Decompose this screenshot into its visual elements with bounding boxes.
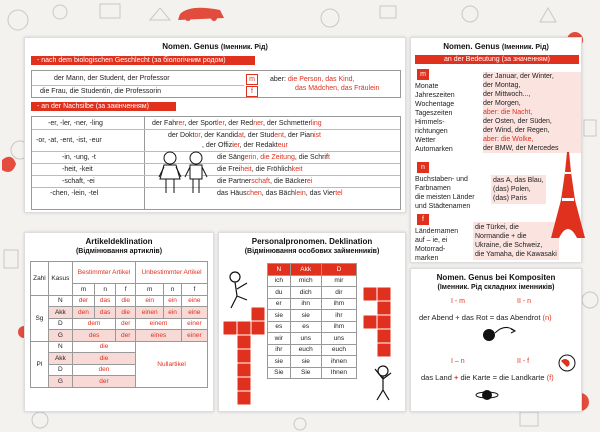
bio-words-f: die Frau, die Studentin, die Professorin (40, 88, 162, 95)
pron: uns (290, 333, 321, 345)
pron: ihr (268, 344, 291, 356)
case: N (48, 295, 72, 307)
equals-sign: = (489, 313, 495, 322)
f-examples (473, 222, 559, 260)
suffix-examples (152, 117, 322, 130)
pron: du (268, 287, 291, 299)
eiffel-tower-icon (548, 152, 588, 238)
pron: sie (268, 356, 291, 368)
artikel-title-text: Artikeldeklination (85, 237, 153, 246)
globe-icon (557, 353, 577, 373)
ex-r: ist (313, 132, 321, 139)
m-label: Jahreszeiten (415, 92, 455, 99)
h-bestimmter: Bestimmter Artikel (72, 262, 135, 284)
kompositen-title-ua: (Іменник. Рід складних іменників) (437, 284, 555, 291)
kompositen-panel (410, 268, 582, 412)
nullartikel: Nullartikel (136, 341, 208, 387)
art: eine (181, 307, 207, 319)
case: N (48, 341, 72, 353)
ex-w: der Dokt (168, 132, 195, 139)
bio-words-m: der Mann, der Student, der Professor (54, 75, 170, 82)
ex-w: , das Vier (305, 190, 336, 197)
ex-r: tel (335, 190, 343, 197)
ex-w: , das Bäch (261, 190, 295, 197)
ex-r: at (238, 132, 244, 139)
artikel-table (30, 261, 208, 388)
art: das (94, 307, 115, 319)
ex-r: er (178, 120, 185, 127)
boy-girl-illustration (154, 151, 214, 197)
suffix-label: -or, -at, -ent, -ist, -eur (36, 137, 102, 144)
art: einen (136, 307, 164, 319)
suffix-row (32, 164, 400, 176)
art-pl: die (72, 341, 135, 353)
art: ein (164, 307, 181, 319)
personal-title-ua: (Відмінювання особових займенників) (244, 248, 380, 255)
aber-line2: das Mädchen, das Fräulein (295, 85, 380, 92)
ex-r: eur (277, 142, 288, 149)
genus-title-text: Nomen. Genus (162, 42, 219, 51)
pron: mir (321, 275, 356, 287)
pron-header: D (321, 264, 356, 276)
bio-row (32, 73, 242, 84)
suffix-row (32, 176, 400, 188)
ex-w: die Frei (217, 166, 241, 173)
m-example: der Montag, (483, 82, 521, 89)
plus-sign: + (453, 373, 459, 382)
m-label: Monate (415, 83, 439, 90)
ex-r: ung (283, 154, 295, 161)
ex-r: ner (253, 120, 263, 127)
personal-title (219, 237, 405, 257)
eq-result: die Landkarte (499, 373, 545, 382)
m-label: Wetter (415, 137, 436, 144)
art: einer (181, 330, 207, 342)
case: D (48, 364, 72, 376)
bio-row (32, 86, 242, 97)
art: der (116, 330, 136, 342)
suffix-label: -heit, -keit (62, 166, 93, 173)
equation-2 (421, 373, 554, 382)
personal-panel (218, 232, 406, 412)
pron: mich (290, 275, 321, 287)
suffix-label: -in, -ung, -t (62, 154, 96, 161)
ex-w: , die Bäcker (269, 178, 307, 185)
pron: ihn (290, 298, 321, 310)
pron: wir (268, 333, 291, 345)
suffix-examples-2 (202, 140, 288, 151)
suffix-row (32, 117, 400, 130)
m-label: Tageszeiten (415, 110, 453, 117)
art: des (72, 330, 115, 342)
art: die (116, 307, 136, 319)
h-zahl: Zahl (31, 262, 49, 296)
ex-w: die Partner (217, 178, 252, 185)
ex-w: , der Kandid (200, 132, 239, 139)
sg-label: Sg (31, 295, 49, 341)
pron: er (268, 298, 291, 310)
ex-w: , die Schrif (294, 154, 328, 161)
art: den (72, 307, 94, 319)
pron: sie (268, 310, 291, 322)
genus-title-ua: (Іменник. Рід) (220, 44, 268, 51)
art: der (72, 295, 94, 307)
bio-bar: - nach dem biologischen Geschlecht (за біологічним родом) (31, 56, 255, 65)
gender: n (164, 284, 181, 296)
h-kasus: Kasus (48, 262, 72, 296)
case: Akk (48, 307, 72, 319)
n-example: das A, das Blau, (493, 177, 544, 184)
f-label: Motorrad- (415, 246, 446, 253)
m-example: der Morgen, (483, 100, 521, 107)
pron: dir (321, 287, 356, 299)
suffix-row (32, 152, 400, 164)
m-example: der Januar, der Winter, (483, 73, 554, 80)
pron-header: Akk (290, 264, 321, 276)
f-example: die Türkei, die (475, 224, 519, 231)
badge-f: f (417, 214, 429, 225)
part-label: II - n (517, 298, 532, 305)
ex-w: in, die Zeit (250, 154, 284, 161)
pron: ihm (321, 321, 356, 333)
part-label: II - f (517, 358, 530, 365)
plus-sign: + (455, 313, 460, 322)
aber-note (270, 75, 354, 84)
ex-r: chen (246, 190, 262, 197)
suffix-label: -chen, -lein, -tel (50, 190, 99, 197)
art-pl: den (72, 364, 135, 376)
meaning-bar: an der Bedeutung (за значенням) (415, 55, 579, 64)
planet-icon (475, 385, 499, 405)
part-label: I – n (451, 358, 465, 365)
artikel-title-ua: (Відмінювання артиклів) (75, 248, 163, 255)
gender: m (72, 284, 94, 296)
f-label: Ländernamen (415, 228, 459, 235)
part-label: I - m (451, 298, 465, 305)
pron: sie (290, 310, 321, 322)
pron: ihnen (321, 356, 356, 368)
gender: f (116, 284, 136, 296)
pron: Sie (290, 367, 321, 379)
ex-w: , der Schmetter (262, 120, 311, 127)
eq-part: das Land (421, 373, 452, 382)
artikel-panel (24, 232, 214, 412)
artikel-title (25, 237, 213, 257)
eq-part: der Abend (419, 313, 454, 322)
suffix-row (32, 188, 400, 200)
ex-r: lein (294, 190, 306, 197)
m-labels (415, 82, 455, 154)
ex-r: ling (310, 120, 322, 127)
ex-r: ent (274, 132, 284, 139)
art: das (94, 295, 115, 307)
art-pl: der (72, 376, 135, 388)
personal-title-text: Personalpronomen. Deklination (251, 237, 373, 246)
f-example: Normandie + die (475, 233, 527, 240)
art: dem (72, 318, 115, 330)
n-label: Buchstaben- und (415, 176, 468, 183)
ex-w: die Säng (217, 154, 245, 161)
h-unbestimmter: Unbestimmter Artikel (136, 262, 208, 284)
ex-w: , der Redakt (239, 142, 278, 149)
n-label: Farbnamen (415, 185, 451, 192)
badge-n: n (417, 162, 429, 173)
pron: sie (290, 356, 321, 368)
ex-r: ei (306, 178, 313, 185)
f-example: die Yamaha, die Kawasaki (475, 251, 557, 258)
art-pl: die (72, 353, 135, 365)
n-labels (415, 175, 475, 211)
pron: euch (321, 344, 356, 356)
meaning-title-text: Nomen. Genus (443, 42, 500, 51)
f-labels (415, 227, 458, 263)
art: ein (164, 295, 181, 307)
block-climber-illustration (221, 267, 267, 407)
eq-tag: (f) (546, 373, 554, 382)
case: G (48, 376, 72, 388)
ex-r: t (327, 154, 330, 161)
pron: uns (321, 333, 356, 345)
ex-w: der Fahr (152, 120, 179, 127)
m-label: Wochentage (415, 101, 455, 108)
n-label: die meisten Länder (415, 194, 475, 201)
case: G (48, 330, 72, 342)
art: einem (136, 318, 182, 330)
ex-w: , der Offizi (202, 142, 234, 149)
suffix-row (32, 130, 400, 152)
pl-label: Pl (31, 341, 49, 387)
aber-prefix: aber: (270, 76, 288, 83)
ex-r: keit (291, 166, 303, 173)
badge-m: m (417, 69, 429, 80)
art: die (116, 295, 136, 307)
meaning-title-ua: (Іменник. Рід) (501, 44, 549, 51)
suffix-examples (217, 176, 312, 187)
badge-m: m (246, 74, 258, 85)
pron: ihr (321, 310, 356, 322)
eq-result: das Abendrot (496, 313, 541, 322)
ex-r: schaft (251, 178, 270, 185)
eq-tag: (n) (542, 313, 552, 322)
suffix-box (31, 116, 401, 210)
aber-red: die Person, das Kind, (287, 76, 355, 83)
suffix-label: -er, -ler, -ner, -ling (48, 120, 103, 127)
bio-box (31, 70, 401, 98)
f-example: Ukraine, die Schweiz, (475, 242, 543, 249)
m-example: der BMW, der Mercedes (483, 145, 559, 152)
suffix-examples (217, 188, 343, 199)
m-label: richtungen (415, 128, 448, 135)
ex-w: , der Pian (284, 132, 314, 139)
meaning-title (411, 42, 581, 53)
art: ein (136, 295, 164, 307)
suffix-label: -schaft, -ei (62, 178, 95, 185)
badge-f: f (246, 86, 258, 97)
art: eine (181, 295, 207, 307)
f-label: marken (415, 255, 439, 262)
m-label: Automarken (415, 146, 453, 153)
m-example-aber: aber: die Wolke, (483, 136, 534, 143)
f-label: auf – ie, ei (415, 237, 448, 244)
genus-title (25, 42, 405, 53)
pronoun-table (267, 263, 357, 379)
ex-r: er (244, 154, 251, 161)
ex-w: , der Stud (243, 132, 275, 139)
pron: Ihnen (321, 367, 356, 379)
suffix-bar: - an der Nachsilbe (за закінченням) (31, 102, 176, 111)
pron: euch (290, 344, 321, 356)
m-examples (483, 72, 581, 153)
art: der (116, 318, 136, 330)
m-example: der Mittwoch..., (483, 91, 531, 98)
ex-r: or (194, 132, 201, 139)
ex-r: ler (217, 120, 225, 127)
pron: dich (290, 287, 321, 299)
pron: Sie (268, 367, 291, 379)
eq-part: die Karte (460, 373, 491, 382)
m-example: der Osten, der Süden, (483, 118, 552, 125)
equals-sign: = (492, 373, 497, 382)
n-example: (das) Polen, (493, 186, 531, 193)
n-label: und Städtenamen (415, 203, 471, 210)
ex-w: , der Sport (184, 120, 217, 127)
eq-part: das Rot (461, 313, 488, 322)
m-example-aber: aber: die Nacht, (483, 109, 533, 116)
n-examples (491, 175, 546, 204)
sunset-icon (471, 325, 521, 349)
ex-w: , der Red (224, 120, 254, 127)
case: D (48, 318, 72, 330)
art: einer (181, 318, 207, 330)
gender: m (136, 284, 164, 296)
pron: es (290, 321, 321, 333)
art: eines (136, 330, 182, 342)
gender: f (181, 284, 207, 296)
n-example: (das) Paris (493, 195, 527, 202)
equation-1 (419, 313, 552, 322)
suffix-examples (217, 152, 330, 163)
pron-header: N (268, 264, 291, 276)
pron: es (268, 321, 291, 333)
block-climber-illustration-right (359, 267, 405, 407)
kompositen-title (411, 273, 581, 293)
case: Akk (48, 353, 72, 365)
ex-w: , die Fröhlich (251, 166, 292, 173)
kompositen-title-text: Nomen. Genus bei Kompositen (436, 273, 556, 282)
ex-r: heit (240, 166, 252, 173)
ex-r: er (233, 142, 240, 149)
genus-panel (24, 37, 406, 213)
m-label: Himmels- (415, 119, 445, 126)
gender: n (94, 284, 115, 296)
suffix-examples (217, 164, 303, 175)
pron: ihm (321, 298, 356, 310)
ex-w: das Häus (217, 190, 247, 197)
pron: ich (268, 275, 291, 287)
m-example: der Wind, der Regen, (483, 127, 550, 134)
